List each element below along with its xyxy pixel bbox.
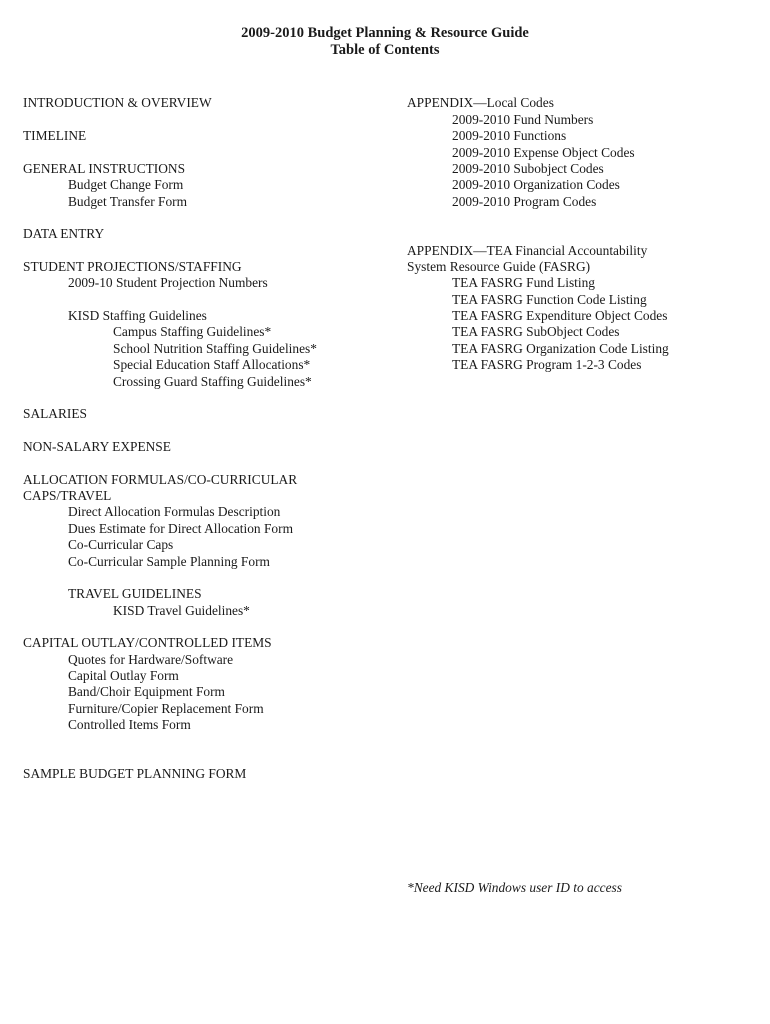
toc-crossing-guard-staffing: Crossing Guard Staffing Guidelines* [113,374,312,389]
toc-co-curricular-caps: Co-Curricular Caps [68,537,174,552]
toc-appendix-tea: APPENDIX—TEA Financial Accountability [407,243,648,258]
toc-salaries: SALARIES [23,406,87,421]
toc-campus-staffing: Campus Staffing Guidelines* [113,324,272,339]
toc-tea-program-codes: TEA FASRG Program 1-2-3 Codes [452,357,642,372]
toc-dues-estimate-form: Dues Estimate for Direct Allocation Form [68,521,293,536]
toc-appendix-tea-cont: System Resource Guide (FASRG) [407,259,591,274]
toc-kisd-travel-guidelines: KISD Travel Guidelines* [113,603,250,618]
toc-fund-numbers: 2009-2010 Fund Numbers [452,112,594,127]
toc-timeline: TIMELINE [23,128,87,143]
toc-allocation-heading-cont: CAPS/TRAVEL [23,488,112,503]
toc-student-projection-numbers: 2009-10 Student Projection Numbers [68,275,268,290]
toc-tea-subobject-codes: TEA FASRG SubObject Codes [452,324,620,339]
document-subtitle: Table of Contents [330,42,440,58]
toc-allocation-heading: ALLOCATION FORMULAS/CO-CURRICULAR [23,472,298,487]
toc-functions: 2009-2010 Functions [452,128,567,143]
toc-sample-budget-planning-form: SAMPLE BUDGET PLANNING FORM [23,766,247,781]
toc-data-entry: DATA ENTRY [23,226,105,241]
toc-budget-change-form: Budget Change Form [68,177,184,192]
toc-capital-outlay-form: Capital Outlay Form [68,668,179,683]
toc-tea-organization-code-listing: TEA FASRG Organization Code Listing [452,341,669,356]
toc-special-education-staff: Special Education Staff Allocations* [113,357,311,372]
document-title: 2009-2010 Budget Planning & Resource Guide [241,25,529,41]
toc-appendix-local-codes: APPENDIX—Local Codes [407,95,554,110]
toc-tea-expenditure-object-codes: TEA FASRG Expenditure Object Codes [452,308,668,323]
toc-program-codes: 2009-2010 Program Codes [452,194,597,209]
toc-furniture-copier-form: Furniture/Copier Replacement Form [68,701,264,716]
toc-tea-fund-listing: TEA FASRG Fund Listing [452,275,595,290]
toc-tea-function-code-listing: TEA FASRG Function Code Listing [452,292,647,307]
toc-organization-codes: 2009-2010 Organization Codes [452,177,620,192]
toc-introduction: INTRODUCTION & OVERVIEW [23,95,212,110]
toc-travel-guidelines: TRAVEL GUIDELINES [68,586,202,601]
toc-school-nutrition-staffing: School Nutrition Staffing Guidelines* [113,341,317,356]
toc-quotes-hardware-software: Quotes for Hardware/Software [68,652,234,667]
toc-student-projections: STUDENT PROJECTIONS/STAFFING [23,259,242,274]
toc-general-instructions: GENERAL INSTRUCTIONS [23,161,186,176]
toc-band-choir-form: Band/Choir Equipment Form [68,684,225,699]
toc-capital-outlay: CAPITAL OUTLAY/CONTROLLED ITEMS [23,635,272,650]
toc-budget-transfer-form: Budget Transfer Form [68,194,188,209]
toc-non-salary-expense: NON-SALARY EXPENSE [23,439,171,454]
toc-direct-allocation-description: Direct Allocation Formulas Description [68,504,281,519]
toc-co-curricular-sample-form: Co-Curricular Sample Planning Form [68,554,270,569]
toc-controlled-items-form: Controlled Items Form [68,717,191,732]
toc-expense-object-codes: 2009-2010 Expense Object Codes [452,145,635,160]
toc-subobject-codes: 2009-2010 Subobject Codes [452,161,604,176]
footnote: *Need KISD Windows user ID to access [407,880,622,895]
toc-kisd-staffing-guidelines: KISD Staffing Guidelines [68,308,207,323]
